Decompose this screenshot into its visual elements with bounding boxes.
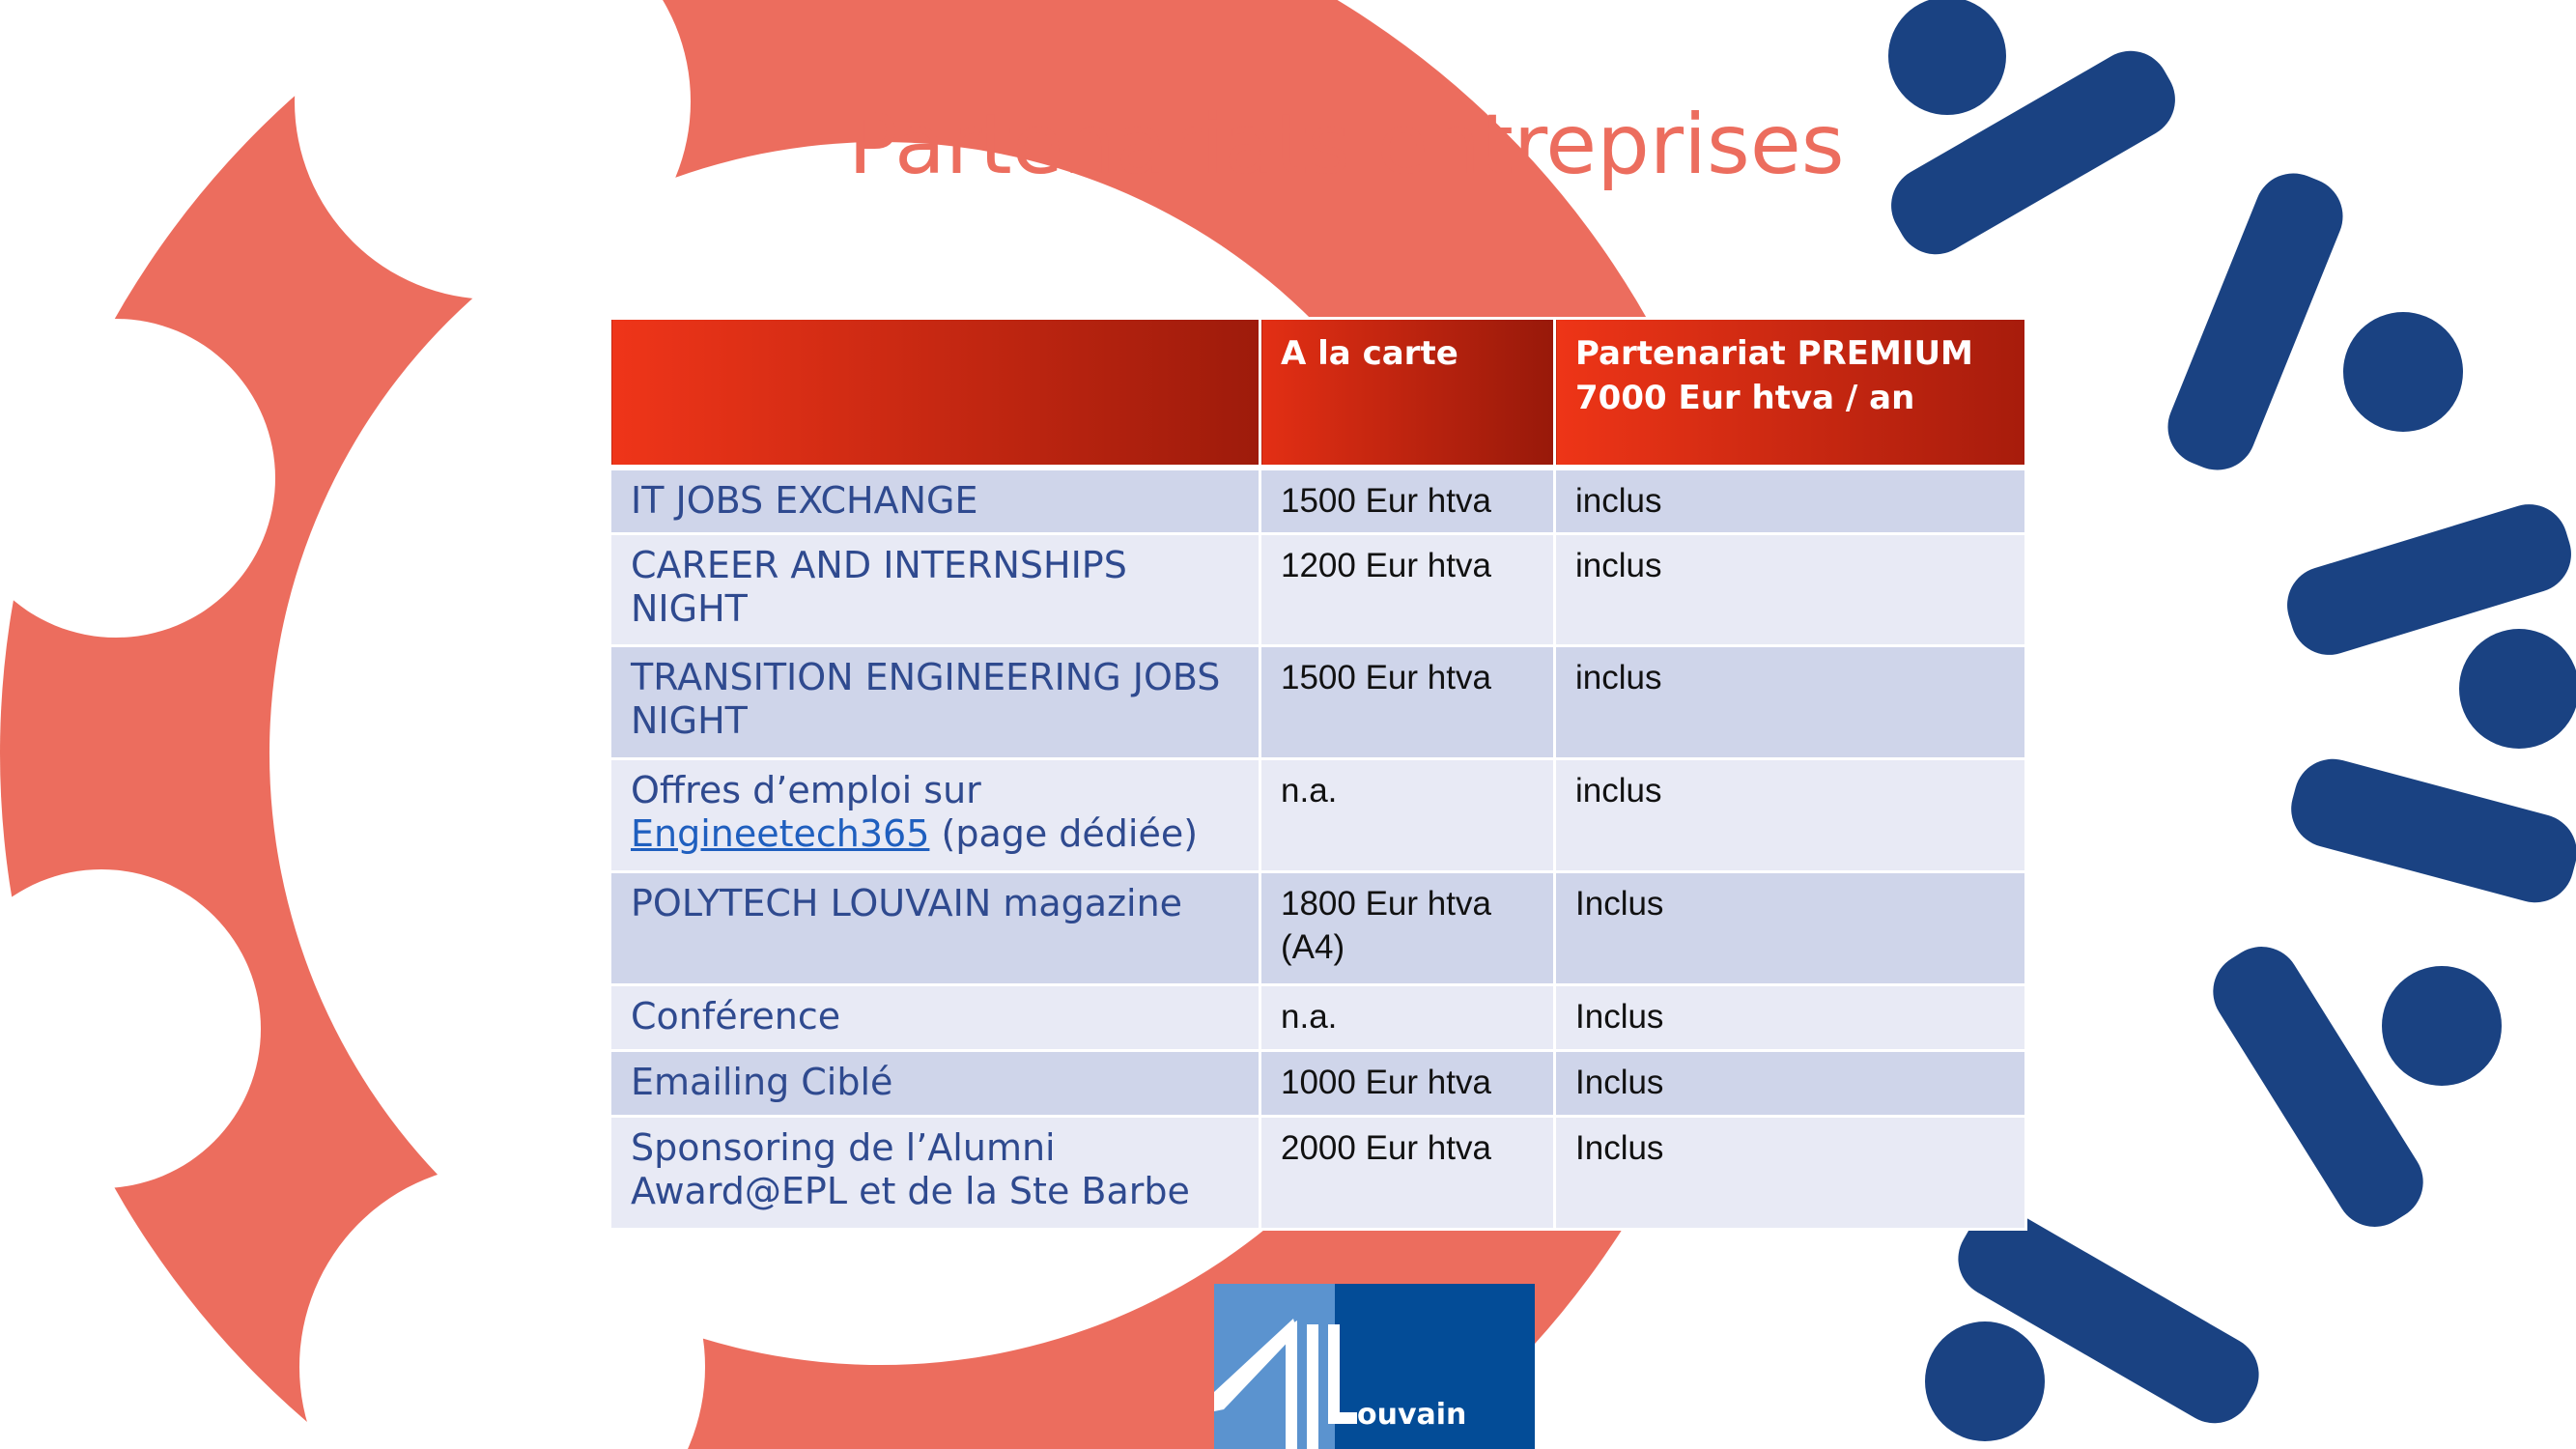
logo-word: ouvain — [1357, 1398, 1467, 1432]
row-item-label: IT JOBS EXCHANGE — [610, 468, 1260, 534]
row-item-label: Emailing Ciblé — [610, 1051, 1260, 1117]
row-item-label: POLYTECH LOUVAIN magazine — [610, 872, 1260, 985]
blue-bar-2 — [2156, 161, 2354, 481]
row-item-label: Conférence — [610, 985, 1260, 1051]
pricing-table — [609, 317, 2027, 1231]
row-item-prefix: Offres d’emploi sur — [631, 769, 981, 811]
table-row — [610, 1051, 2026, 1117]
header-cell-a-la-carte: A la carte — [1260, 319, 1555, 469]
row-premium-value: Inclus — [1555, 1117, 2026, 1230]
blue-dot-4 — [2382, 966, 2502, 1086]
header-cell-premium — [1555, 319, 2026, 469]
blue-dot-5 — [1925, 1321, 2045, 1441]
row-a-la-carte-price: 1500 Eur htva — [1260, 646, 1555, 759]
table-row — [610, 985, 2026, 1051]
page-title: Partenariats entreprises — [848, 97, 1845, 193]
row-a-la-carte-price: n.a. — [1260, 759, 1555, 872]
row-premium-value: inclus — [1555, 646, 2026, 759]
table-header-row — [610, 319, 2026, 469]
row-a-la-carte-price: n.a. — [1260, 985, 1555, 1051]
row-item-label: TRANSITION ENGINEERING JOBS NIGHT — [610, 646, 1260, 759]
header-premium-line2: 7000 Eur htva / an — [1575, 379, 1915, 417]
row-item-label — [610, 759, 1260, 872]
blue-bar-5 — [2198, 932, 2438, 1241]
table-row — [610, 468, 2026, 534]
table-row — [610, 759, 2026, 872]
row-premium-value: inclus — [1555, 534, 2026, 646]
blue-bar-4 — [2282, 751, 2576, 912]
row-premium-value: Inclus — [1555, 872, 2026, 985]
row-a-la-carte-price: 1800 Eur htva (A4) — [1260, 872, 1555, 985]
header-cell-item — [610, 319, 1260, 469]
ailouvain-logo — [1214, 1284, 1535, 1449]
row-a-la-carte-price: 2000 Eur htva — [1260, 1117, 1555, 1230]
header-premium-line1: Partenariat PREMIUM — [1575, 334, 1973, 373]
table-row — [610, 1117, 2026, 1230]
table-row — [610, 872, 2026, 985]
row-item-label: Sponsoring de l’Alumni Award@EPL et de la Ste Barbe — [610, 1117, 1260, 1230]
row-a-la-carte-price: 1200 Eur htva — [1260, 534, 1555, 646]
row-premium-value: inclus — [1555, 468, 2026, 534]
row-a-la-carte-price: 1500 Eur htva — [1260, 468, 1555, 534]
row-premium-value: Inclus — [1555, 985, 2026, 1051]
blue-dot-3 — [2459, 629, 2576, 749]
row-item-suffix: (page dédiée) — [941, 812, 1199, 855]
row-item-label: CAREER AND INTERNSHIPS NIGHT — [610, 534, 1260, 646]
blue-dot-2 — [2343, 312, 2463, 432]
row-premium-value: Inclus — [1555, 1051, 2026, 1117]
row-a-la-carte-price: 1000 Eur htva — [1260, 1051, 1555, 1117]
table-row — [610, 646, 2026, 759]
row-premium-value: inclus — [1555, 759, 2026, 872]
engineetech365-link[interactable]: Engineetech365 — [631, 812, 930, 855]
table-row — [610, 534, 2026, 646]
